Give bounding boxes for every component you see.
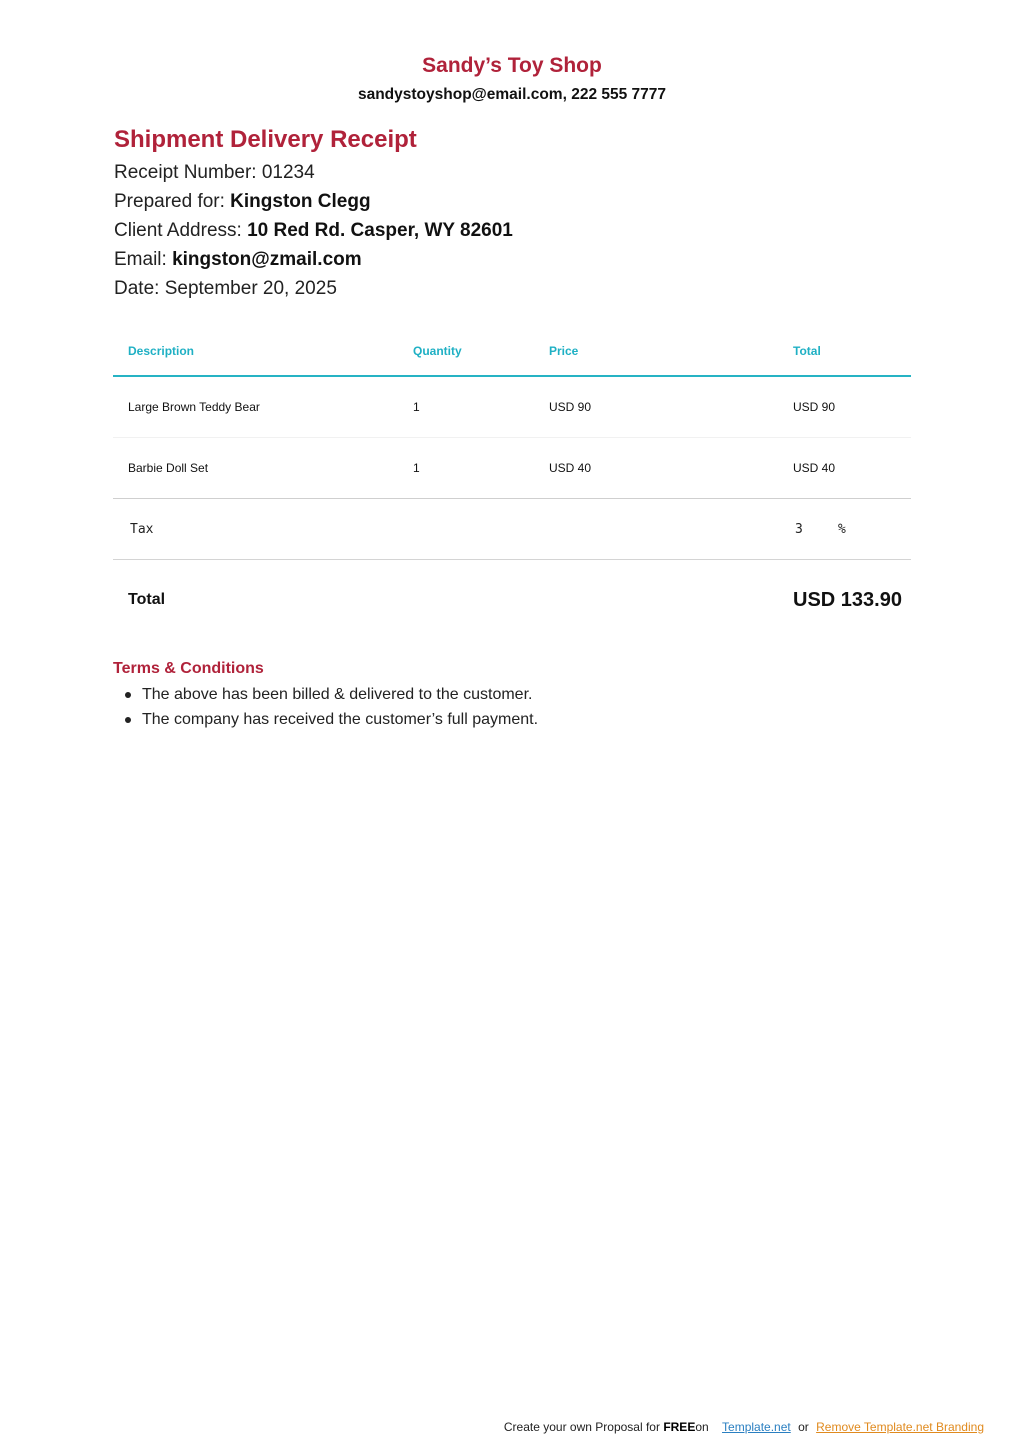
tax-rate: 3 xyxy=(795,521,803,537)
date-label: Date: xyxy=(114,278,165,299)
footer-text-prefix: Create your own Proposal for xyxy=(503,1420,664,1434)
item-description: Barbie Doll Set xyxy=(128,461,209,475)
email-value: kingston@zmail.com xyxy=(172,249,362,270)
table-row xyxy=(113,377,911,438)
prepared-for-line xyxy=(114,191,371,213)
item-description: Large Brown Teddy Bear xyxy=(128,400,260,414)
list-item: The company has received the customer’s full payment. xyxy=(142,709,538,734)
grand-total-amount: USD 133.90 xyxy=(793,588,902,611)
header-price: Price xyxy=(549,343,579,358)
item-total: USD 40 xyxy=(793,461,836,475)
header-total: Total xyxy=(793,343,821,358)
footer-text-on: on xyxy=(695,1420,709,1434)
item-total: USD 90 xyxy=(793,400,836,414)
document-title: Shipment Delivery Receipt xyxy=(114,126,417,153)
item-quantity: 1 xyxy=(413,461,420,475)
prepared-for-value: Kingston Clegg xyxy=(230,191,371,212)
tax-unit: % xyxy=(838,521,846,537)
tax-row xyxy=(113,499,911,560)
receipt-number-line xyxy=(114,162,315,184)
date-value: September 20, 2025 xyxy=(164,278,337,299)
grand-total-label: Total xyxy=(128,591,166,608)
item-price: USD 40 xyxy=(549,461,592,475)
header-quantity: Quantity xyxy=(413,343,462,358)
items-table xyxy=(113,326,911,640)
date-line xyxy=(114,278,337,300)
grand-total-row xyxy=(113,560,911,640)
footer-text-free: FREE xyxy=(663,1420,696,1434)
footer-branding xyxy=(504,1420,984,1434)
table-row xyxy=(113,438,911,499)
client-address-value: 10 Red Rd. Casper, WY 82601 xyxy=(247,220,513,241)
item-quantity: 1 xyxy=(413,400,420,414)
client-address-line xyxy=(114,220,513,242)
footer-text-or: or xyxy=(798,1420,809,1434)
terms-title: Terms & Conditions xyxy=(113,660,264,677)
receipt-number-value: 01234 xyxy=(261,162,315,183)
email-line xyxy=(114,249,362,271)
shop-name: Sandy’s Toy Shop xyxy=(422,54,602,77)
receipt-number-label: Receipt Number: xyxy=(114,162,262,183)
list-item: The above has been billed & delivered to the customer. xyxy=(142,684,538,709)
client-address-label: Client Address: xyxy=(114,220,248,241)
template-net-link[interactable]: Template.net xyxy=(722,1420,791,1434)
item-price: USD 90 xyxy=(549,400,592,414)
table-header-row xyxy=(113,326,911,377)
header-description: Description xyxy=(128,343,195,358)
tax-label: Tax xyxy=(130,521,154,537)
terms-list xyxy=(142,684,538,734)
prepared-for-label: Prepared for: xyxy=(114,191,231,212)
email-label: Email: xyxy=(114,249,173,270)
shop-contact: sandystoyshop@email.com, 222 555 7777 xyxy=(357,86,667,103)
remove-branding-link[interactable]: Remove Template.net Branding xyxy=(816,1420,984,1434)
